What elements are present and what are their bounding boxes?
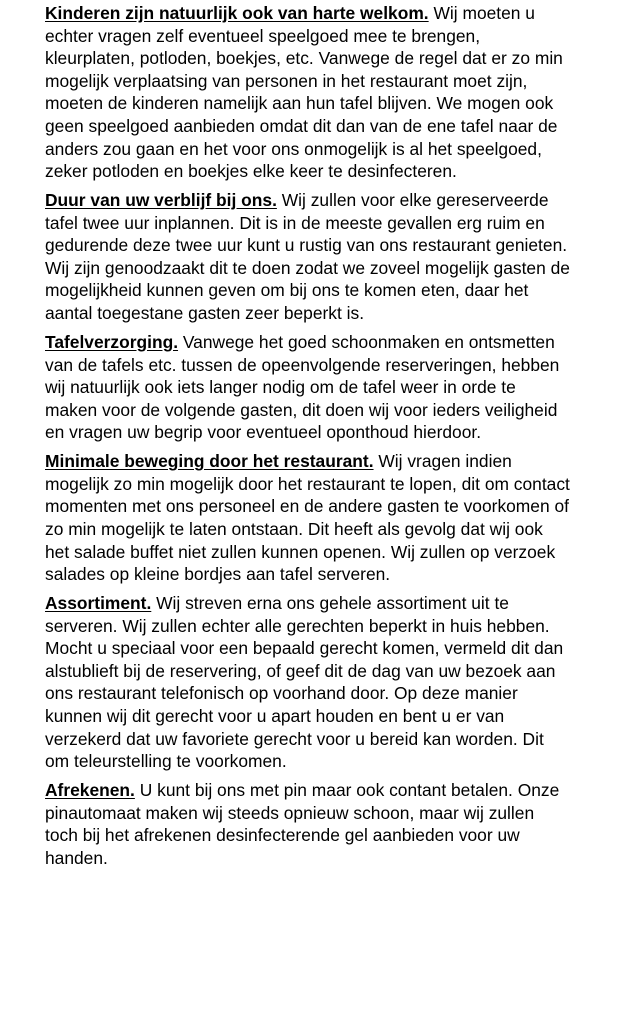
paragraph-text: Vanwege het goed schoonmaken en ontsmetten van de tafels etc. tussen de opeenvolgende reserveringen, hebben wij natuurlijk ook iets langer nodig om de tafel weer in orde te maken voor de volgende gasten, dit doen wij voor ieders veiligheid en vragen uw begrip voor eventueel oponthoud hierdoor. <box>45 331 560 443</box>
paragraph-table-care <box>45 331 570 444</box>
paragraph-text: U kunt bij ons met pin maar ook contant betalen. Onze pinautomaat maken wij steeds opnieuw schoon, maar wij zullen toch bij het afrekenen desinfecterende gel aanbieden voor uw handen. <box>45 780 560 868</box>
paragraph-heading: Tafelverzorging. <box>45 331 179 352</box>
paragraph-heading: Duur van uw verblijf bij ons. <box>45 190 277 211</box>
paragraph-heading: Afrekenen. <box>45 780 135 801</box>
paragraph-heading: Kinderen zijn natuurlijk ook van harte welkom. <box>45 3 429 23</box>
paragraph-payment <box>45 779 570 869</box>
paragraph-heading: Assortiment. <box>45 593 152 614</box>
paragraph-text: Wij zullen voor elke gereserveerde tafel twee uur inplannen. Dit is in de meeste gevallen erg ruim en gedurende deze twee uur kunt u rustig van ons restaurant genieten. Wij zijn genoodzaakt dit te doen zodat we zoveel mogelijk gasten de mogelijkheid kunnen geven om bij ons te komen eten, daar het aantal toegestane gasten zeer beperkt is. <box>45 190 570 324</box>
document-body <box>45 2 570 876</box>
paragraph-stay-duration <box>45 189 570 325</box>
paragraph-heading: Minimale beweging door het restaurant. <box>45 451 374 472</box>
paragraph-children <box>45 2 570 183</box>
paragraph-text: Wij streven erna ons gehele assortiment uit te serveren. Wij zullen echter alle gerechten beperkt in huis hebben. Mocht u speciaal voor een bepaald gerecht komen, vermeld dit dan alstublieft bij de reservering, of geef dit de dag van uw bezoek aan ons restaurant telefonisch op voorhand door. Op deze manier kunnen wij dit gerecht voor u apart houden en bent u er van verzekerd dat uw favoriete gerecht voor u bereid kan worden. Dit om teleurstelling te voorkomen. <box>45 593 564 772</box>
paragraph-minimal-movement <box>45 450 570 586</box>
paragraph-assortment <box>45 592 570 773</box>
paragraph-text: Wij vragen indien mogelijk zo min mogelijk door het restaurant te lopen, dit om contact momenten met ons personeel en de andere gasten te voorkomen of zo min mogelijk te laten ontstaan. Dit heeft als gevolg dat wij ook het salade buffet niet zullen kunnen openen. Wij zullen op verzoek salades op kleine bordjes aan tafel serveren. <box>45 451 570 585</box>
paragraph-text: Wij moeten u echter vragen zelf eventueel speelgoed mee te brengen, kleurplaten, potloden, boekjes, etc. Vanwege de regel dat er zo min mogelijk verplaatsing van personen in het restaurant moet zijn, moeten de kinderen namelijk aan hun tafel blijven. We mogen ook geen speelgoed aanbieden omdat dit dan van de ene tafel naar de anders zou gaan en het voor ons onmogelijk is al het speelgoed, zeker potloden en boekjes elke keer te desinfecteren. <box>45 3 563 182</box>
